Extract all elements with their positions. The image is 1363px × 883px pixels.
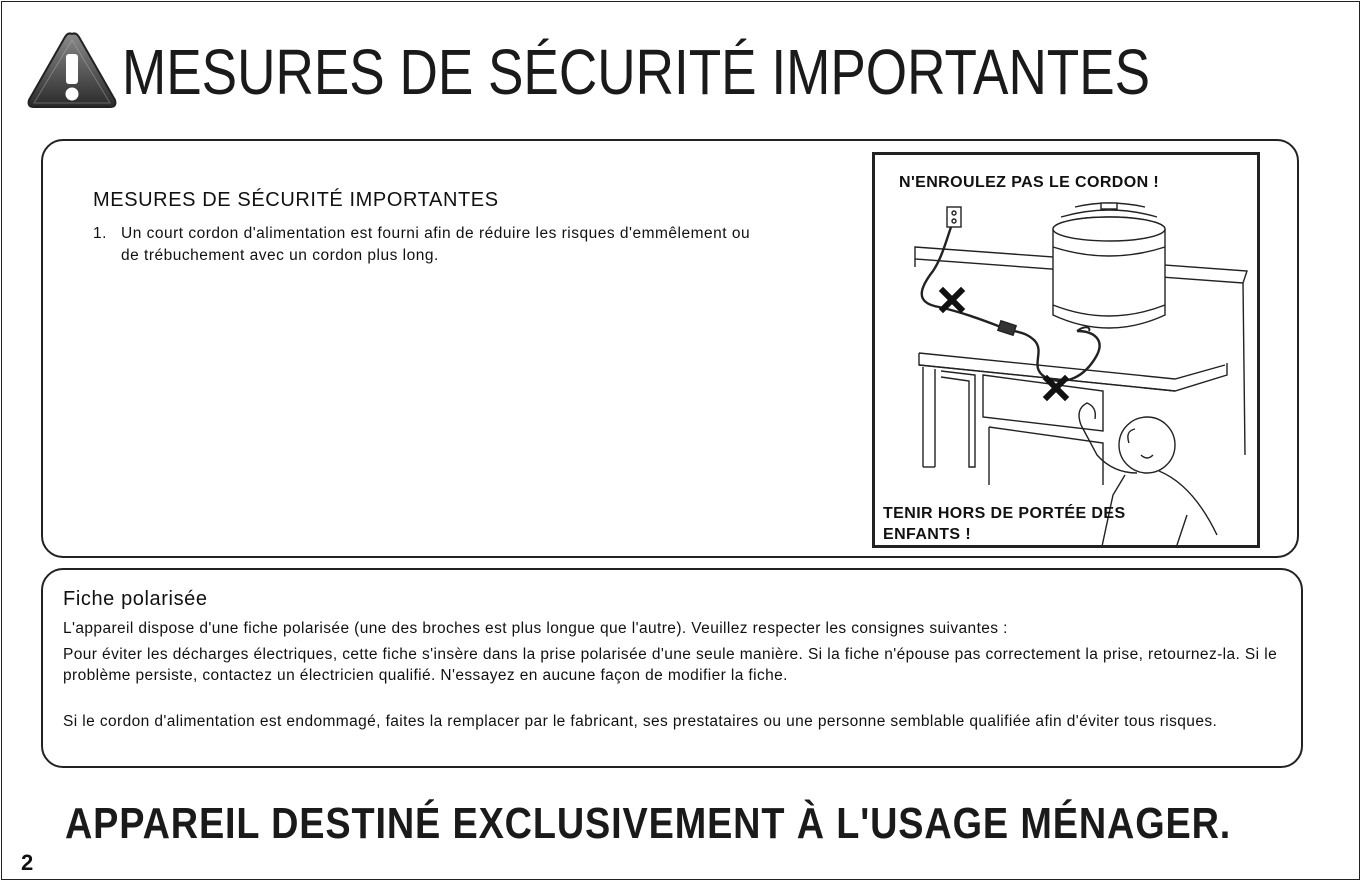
- polarized-plug-heading: Fiche polarisée: [63, 588, 208, 610]
- warning-triangle-icon: [26, 30, 118, 110]
- illustration-caption-bottom: TENIR HORS DE PORTÉE DES ENFANTS !: [883, 505, 1126, 543]
- illustration-panel: [872, 152, 1260, 548]
- list-item-number: 1.: [93, 225, 107, 242]
- list-item-text: Un court cordon d'alimentation est fourni afin de réduire les risques d'emmêlement ou de trébuchement avec un cordon plus long.: [121, 225, 751, 264]
- page-number: 2: [21, 850, 34, 875]
- household-use-notice: APPAREIL DESTINÉ EXCLUSIVEMENT À L'USAGE MÉNAGER.: [65, 799, 1232, 848]
- illustration-caption-top: N'ENROULEZ PAS LE CORDON !: [899, 174, 1160, 191]
- section-heading: MESURES DE SÉCURITÉ IMPORTANTES: [93, 189, 499, 211]
- page-title: MESURES DE SÉCURITÉ IMPORTANTES: [122, 36, 1151, 108]
- rice-cooker-illustration: [875, 155, 1260, 548]
- paragraph: L'appareil dispose d'une fiche polarisée (une des broches est plus longue que l'autre). Veuillez respecter les consignes suivantes :: [63, 620, 1008, 637]
- paragraph: Si le cordon d'alimentation est endommagé, faites la remplacer par le fabricant, ses prestataires ou une personne semblable qualifiée afin d'éviter tous risques.: [63, 713, 1218, 730]
- paragraph: Pour éviter les décharges électriques, cette fiche s'insère dans la prise polarisée d'une seule manière. Si la fiche n'épouse pas correctement la prise, retournez-la. Si le problème persiste, contactez un électricien qualifié. N'essayez en aucune façon de modifier la fiche.: [63, 646, 1278, 684]
